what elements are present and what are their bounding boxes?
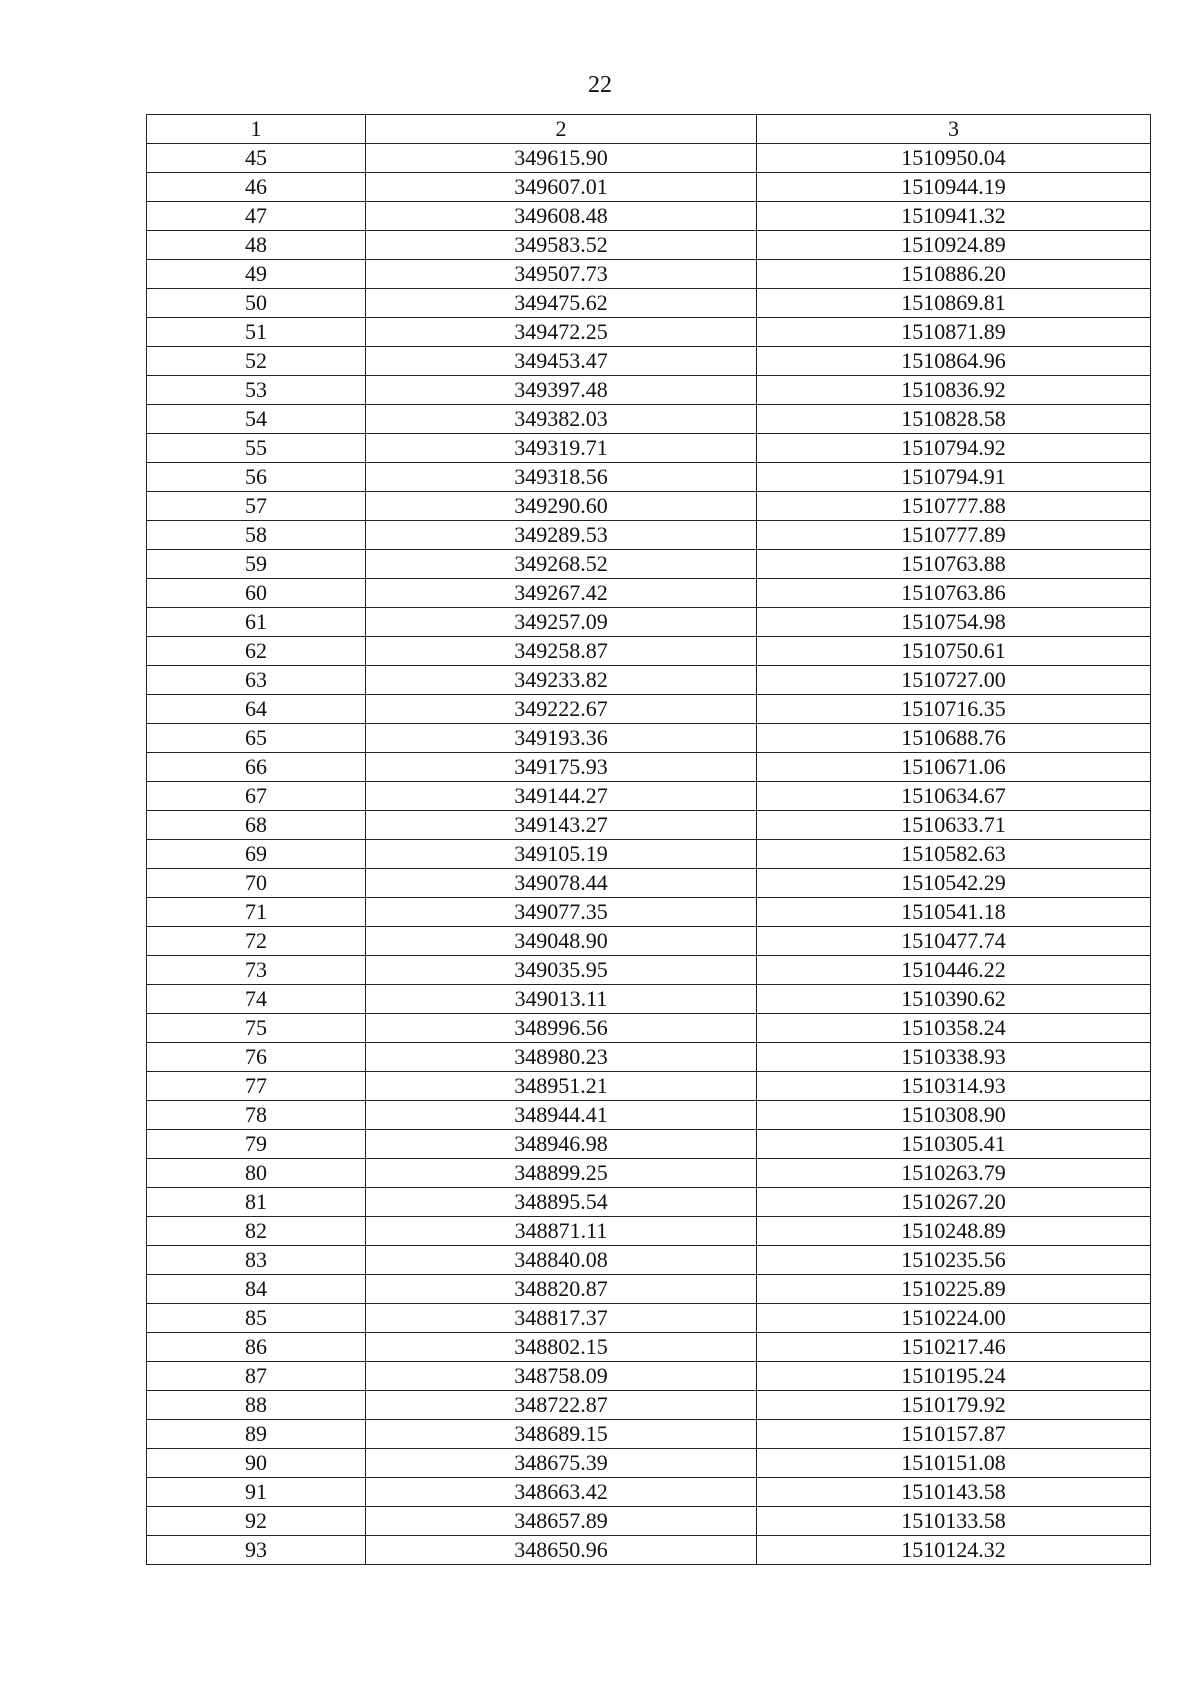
- table-cell-col-2: 349258.87: [366, 637, 757, 666]
- table-cell-col-2: 348980.23: [366, 1043, 757, 1072]
- table-row: [147, 318, 1151, 347]
- table-cell-col-3: 1510634.67: [757, 782, 1151, 811]
- table-cell-col-1: 79: [147, 1130, 366, 1159]
- table-cell-col-2: 349615.90: [366, 144, 757, 173]
- table-cell-col-1: 56: [147, 463, 366, 492]
- table-row: [147, 492, 1151, 521]
- table-cell-col-1: 70: [147, 869, 366, 898]
- table-row: [147, 434, 1151, 463]
- table-row: [147, 1275, 1151, 1304]
- table-row: [147, 1333, 1151, 1362]
- table-cell-col-2: 348663.42: [366, 1478, 757, 1507]
- table-cell-col-3: 1510124.32: [757, 1536, 1151, 1565]
- table-row: [147, 1043, 1151, 1072]
- table-cell-col-2: 349078.44: [366, 869, 757, 898]
- table-cell-col-2: 348820.87: [366, 1275, 757, 1304]
- table-cell-col-2: 349608.48: [366, 202, 757, 231]
- table-row: [147, 550, 1151, 579]
- table-row: [147, 1159, 1151, 1188]
- table-header: [147, 115, 1151, 144]
- table-cell-col-1: 60: [147, 579, 366, 608]
- table-cell-col-2: 348871.11: [366, 1217, 757, 1246]
- table-cell-col-1: 82: [147, 1217, 366, 1246]
- table-row: [147, 1449, 1151, 1478]
- table-cell-col-1: 89: [147, 1420, 366, 1449]
- table-cell-col-1: 63: [147, 666, 366, 695]
- table-cell-col-1: 80: [147, 1159, 366, 1188]
- table-cell-col-1: 93: [147, 1536, 366, 1565]
- table-cell-col-2: 349290.60: [366, 492, 757, 521]
- table-row: [147, 376, 1151, 405]
- table-cell-col-1: 51: [147, 318, 366, 347]
- table-cell-col-1: 90: [147, 1449, 366, 1478]
- table-row: [147, 1507, 1151, 1536]
- table-cell-col-3: 1510263.79: [757, 1159, 1151, 1188]
- table-cell-col-2: 349397.48: [366, 376, 757, 405]
- table-cell-col-2: 349077.35: [366, 898, 757, 927]
- table-cell-col-3: 1510235.56: [757, 1246, 1151, 1275]
- table-cell-col-3: 1510143.58: [757, 1478, 1151, 1507]
- table-row: [147, 753, 1151, 782]
- table-row: [147, 1246, 1151, 1275]
- table-row: [147, 1188, 1151, 1217]
- table-cell-col-2: 349222.67: [366, 695, 757, 724]
- table-cell-col-1: 87: [147, 1362, 366, 1391]
- table-cell-col-2: 348840.08: [366, 1246, 757, 1275]
- table-cell-col-2: 348758.09: [366, 1362, 757, 1391]
- table-cell-col-2: 349319.71: [366, 434, 757, 463]
- table-cell-col-3: 1510763.86: [757, 579, 1151, 608]
- table-cell-col-3: 1510338.93: [757, 1043, 1151, 1072]
- table-cell-col-2: 349507.73: [366, 260, 757, 289]
- table-cell-col-3: 1510157.87: [757, 1420, 1151, 1449]
- table-cell-col-3: 1510151.08: [757, 1449, 1151, 1478]
- table-cell-col-3: 1510828.58: [757, 405, 1151, 434]
- table-cell-col-3: 1510777.88: [757, 492, 1151, 521]
- table-cell-col-1: 83: [147, 1246, 366, 1275]
- table-cell-col-1: 58: [147, 521, 366, 550]
- table-row: [147, 1304, 1151, 1333]
- table-cell-col-1: 48: [147, 231, 366, 260]
- table-row: [147, 1362, 1151, 1391]
- table-row: [147, 231, 1151, 260]
- coordinates-table: [146, 114, 1151, 1565]
- column-header-2: 2: [366, 115, 757, 144]
- table-cell-col-1: 66: [147, 753, 366, 782]
- table-row: [147, 811, 1151, 840]
- table-cell-col-2: 348996.56: [366, 1014, 757, 1043]
- table-cell-col-2: 349289.53: [366, 521, 757, 550]
- table-cell-col-3: 1510390.62: [757, 985, 1151, 1014]
- table-cell-col-2: 349318.56: [366, 463, 757, 492]
- table-cell-col-3: 1510133.58: [757, 1507, 1151, 1536]
- table-cell-col-2: 349105.19: [366, 840, 757, 869]
- table-cell-col-3: 1510671.06: [757, 753, 1151, 782]
- table-cell-col-2: 348802.15: [366, 1333, 757, 1362]
- table-row: [147, 260, 1151, 289]
- table-row: [147, 521, 1151, 550]
- table-cell-col-2: 349267.42: [366, 579, 757, 608]
- table-cell-col-2: 349175.93: [366, 753, 757, 782]
- table-cell-col-2: 348657.89: [366, 1507, 757, 1536]
- table-cell-col-3: 1510308.90: [757, 1101, 1151, 1130]
- table-cell-col-1: 85: [147, 1304, 366, 1333]
- table-cell-col-1: 76: [147, 1043, 366, 1072]
- table-cell-col-1: 74: [147, 985, 366, 1014]
- column-header-3: 3: [757, 115, 1151, 144]
- table-cell-col-2: 349233.82: [366, 666, 757, 695]
- table-cell-col-1: 59: [147, 550, 366, 579]
- table-cell-col-1: 67: [147, 782, 366, 811]
- table-cell-col-1: 71: [147, 898, 366, 927]
- table-cell-col-3: 1510633.71: [757, 811, 1151, 840]
- table-cell-col-1: 53: [147, 376, 366, 405]
- table-cell-col-1: 77: [147, 1072, 366, 1101]
- table-cell-col-2: 349475.62: [366, 289, 757, 318]
- table-cell-col-1: 78: [147, 1101, 366, 1130]
- table-cell-col-2: 349144.27: [366, 782, 757, 811]
- header-row: [147, 115, 1151, 144]
- table-cell-col-3: 1510924.89: [757, 231, 1151, 260]
- table-row: [147, 724, 1151, 753]
- table-cell-col-3: 1510716.35: [757, 695, 1151, 724]
- column-header-1: 1: [147, 115, 366, 144]
- table-cell-col-1: 68: [147, 811, 366, 840]
- table-row: [147, 782, 1151, 811]
- table-row: [147, 173, 1151, 202]
- table-cell-col-3: 1510871.89: [757, 318, 1151, 347]
- table-cell-col-3: 1510358.24: [757, 1014, 1151, 1043]
- table-cell-col-2: 349453.47: [366, 347, 757, 376]
- table-cell-col-2: 349035.95: [366, 956, 757, 985]
- table-row: [147, 347, 1151, 376]
- table-row: [147, 898, 1151, 927]
- table-cell-col-3: 1510225.89: [757, 1275, 1151, 1304]
- table-row: [147, 666, 1151, 695]
- table-row: [147, 1130, 1151, 1159]
- table-cell-col-3: 1510195.24: [757, 1362, 1151, 1391]
- table-cell-col-3: 1510794.91: [757, 463, 1151, 492]
- table-cell-col-3: 1510950.04: [757, 144, 1151, 173]
- table-cell-col-1: 49: [147, 260, 366, 289]
- table-cell-col-2: 348650.96: [366, 1536, 757, 1565]
- table-row: [147, 144, 1151, 173]
- table-row: [147, 463, 1151, 492]
- table-cell-col-1: 73: [147, 956, 366, 985]
- table-cell-col-3: 1510305.41: [757, 1130, 1151, 1159]
- table-cell-col-1: 50: [147, 289, 366, 318]
- table-cell-col-1: 91: [147, 1478, 366, 1507]
- table-row: [147, 637, 1151, 666]
- table-cell-col-3: 1510763.88: [757, 550, 1151, 579]
- table-cell-col-2: 348675.39: [366, 1449, 757, 1478]
- table-cell-col-1: 72: [147, 927, 366, 956]
- table-cell-col-3: 1510314.93: [757, 1072, 1151, 1101]
- table-cell-col-1: 52: [147, 347, 366, 376]
- table-row: [147, 1420, 1151, 1449]
- table-cell-col-2: 348817.37: [366, 1304, 757, 1333]
- table-cell-col-3: 1510886.20: [757, 260, 1151, 289]
- table-cell-col-2: 348895.54: [366, 1188, 757, 1217]
- table-cell-col-3: 1510217.46: [757, 1333, 1151, 1362]
- table-cell-col-1: 46: [147, 173, 366, 202]
- table-cell-col-2: 349583.52: [366, 231, 757, 260]
- table-cell-col-3: 1510864.96: [757, 347, 1151, 376]
- table-cell-col-1: 75: [147, 1014, 366, 1043]
- table-cell-col-3: 1510446.22: [757, 956, 1151, 985]
- table-cell-col-2: 348689.15: [366, 1420, 757, 1449]
- table-cell-col-3: 1510941.32: [757, 202, 1151, 231]
- table-cell-col-3: 1510869.81: [757, 289, 1151, 318]
- table-cell-col-1: 81: [147, 1188, 366, 1217]
- table-cell-col-1: 54: [147, 405, 366, 434]
- table-row: [147, 1014, 1151, 1043]
- table-cell-col-2: 349013.11: [366, 985, 757, 1014]
- table-row: [147, 1101, 1151, 1130]
- table-cell-col-2: 349607.01: [366, 173, 757, 202]
- table-row: [147, 695, 1151, 724]
- table-cell-col-1: 62: [147, 637, 366, 666]
- table-cell-col-3: 1510477.74: [757, 927, 1151, 956]
- table-cell-col-3: 1510944.19: [757, 173, 1151, 202]
- table-cell-col-2: 348946.98: [366, 1130, 757, 1159]
- table-cell-col-2: 349268.52: [366, 550, 757, 579]
- table-cell-col-3: 1510777.89: [757, 521, 1151, 550]
- page-number: 22: [588, 72, 612, 98]
- table-cell-col-1: 61: [147, 608, 366, 637]
- table-row: [147, 608, 1151, 637]
- table-cell-col-1: 45: [147, 144, 366, 173]
- table-row: [147, 956, 1151, 985]
- table-cell-col-2: 348944.41: [366, 1101, 757, 1130]
- table-cell-col-1: 86: [147, 1333, 366, 1362]
- table-cell-col-2: 349257.09: [366, 608, 757, 637]
- table-cell-col-1: 47: [147, 202, 366, 231]
- table-cell-col-3: 1510750.61: [757, 637, 1151, 666]
- table-cell-col-3: 1510754.98: [757, 608, 1151, 637]
- table-cell-col-2: 349472.25: [366, 318, 757, 347]
- table-row: [147, 840, 1151, 869]
- table-cell-col-2: 348951.21: [366, 1072, 757, 1101]
- table-row: [147, 985, 1151, 1014]
- table-cell-col-2: 348899.25: [366, 1159, 757, 1188]
- table-cell-col-2: 349382.03: [366, 405, 757, 434]
- table-cell-col-3: 1510727.00: [757, 666, 1151, 695]
- table-cell-col-2: 349048.90: [366, 927, 757, 956]
- table-cell-col-3: 1510267.20: [757, 1188, 1151, 1217]
- table-cell-col-3: 1510836.92: [757, 376, 1151, 405]
- table-row: [147, 1478, 1151, 1507]
- table-cell-col-3: 1510248.89: [757, 1217, 1151, 1246]
- table-cell-col-1: 65: [147, 724, 366, 753]
- table-cell-col-3: 1510794.92: [757, 434, 1151, 463]
- table-cell-col-1: 55: [147, 434, 366, 463]
- table-row: [147, 1536, 1151, 1565]
- table-cell-col-3: 1510224.00: [757, 1304, 1151, 1333]
- table-cell-col-1: 57: [147, 492, 366, 521]
- table-cell-col-1: 64: [147, 695, 366, 724]
- table-row: [147, 289, 1151, 318]
- table-body: [147, 144, 1151, 1565]
- table-cell-col-3: 1510179.92: [757, 1391, 1151, 1420]
- table-cell-col-2: 349193.36: [366, 724, 757, 753]
- table-cell-col-2: 349143.27: [366, 811, 757, 840]
- table-row: [147, 579, 1151, 608]
- table-row: [147, 1217, 1151, 1246]
- table-row: [147, 869, 1151, 898]
- table-row: [147, 1072, 1151, 1101]
- table-cell-col-2: 348722.87: [366, 1391, 757, 1420]
- table-row: [147, 405, 1151, 434]
- table-cell-col-1: 88: [147, 1391, 366, 1420]
- table-cell-col-3: 1510688.76: [757, 724, 1151, 753]
- table-cell-col-1: 84: [147, 1275, 366, 1304]
- table-cell-col-1: 69: [147, 840, 366, 869]
- table-cell-col-3: 1510542.29: [757, 869, 1151, 898]
- table-cell-col-3: 1510582.63: [757, 840, 1151, 869]
- table-row: [147, 202, 1151, 231]
- table-cell-col-3: 1510541.18: [757, 898, 1151, 927]
- table-row: [147, 1391, 1151, 1420]
- table-cell-col-1: 92: [147, 1507, 366, 1536]
- table-row: [147, 927, 1151, 956]
